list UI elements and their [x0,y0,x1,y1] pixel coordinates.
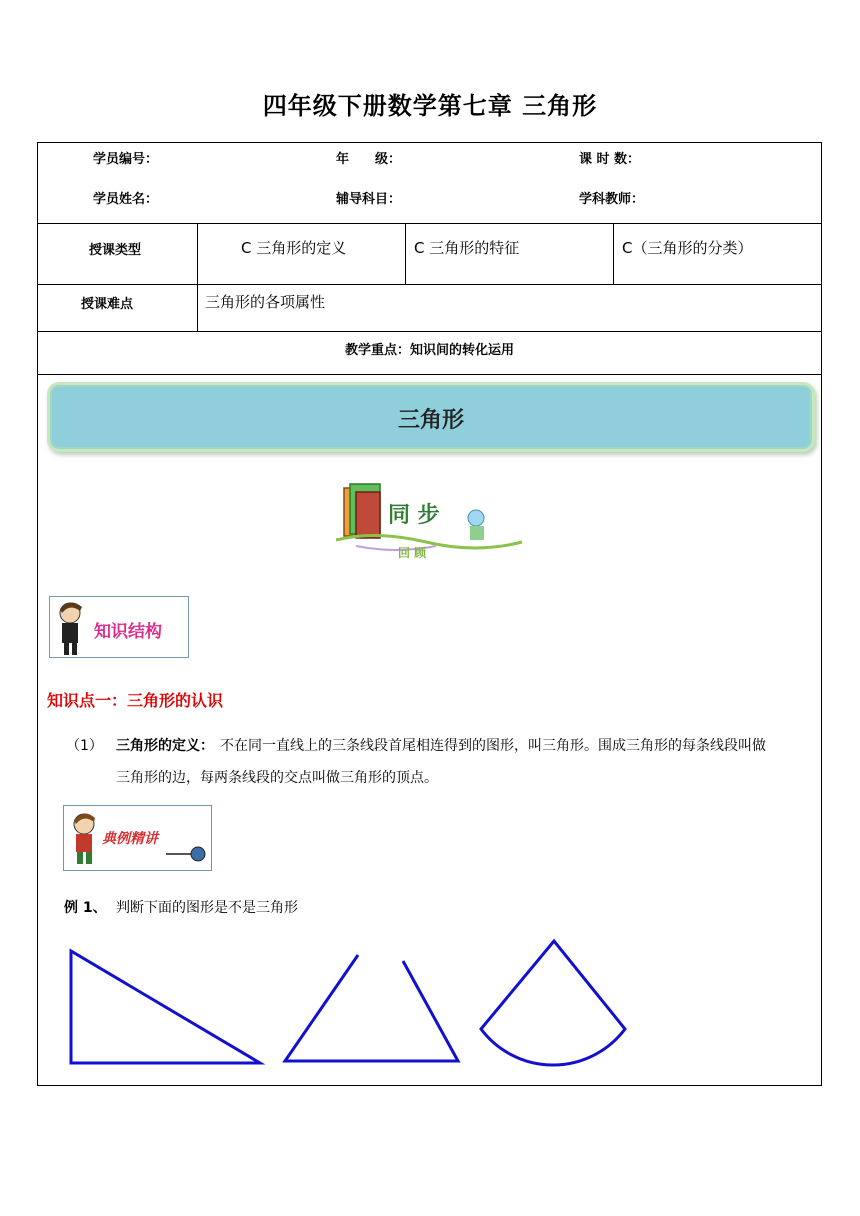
column-divider [405,223,406,284]
lens-icon [166,844,206,864]
section-banner [47,382,815,452]
difficulty-value: 三角形的各项属性 [205,293,326,311]
row-divider [38,284,821,285]
row-divider [38,223,821,224]
lesson-type-option-features: C 三角形的特征 [414,239,520,257]
example-badge [63,805,212,871]
key-point: 教学重点：知识间的转化运用 [344,343,514,358]
subject-label: 辅导科目： [336,192,402,207]
class-hours-label: 课 时 数： [579,152,641,167]
teacher-label: 学科教师： [579,192,645,207]
cartoon-student-icon [67,808,103,868]
knowledge-point-heading: 知识点一：三角形的认识 [47,691,224,710]
definition-number: （1） [66,738,103,754]
cartoon-boy-icon [52,597,92,657]
column-divider [197,223,198,331]
sync-logo-subtext: 回 顾 [398,546,427,560]
definition-line1: 不在同一直线上的三条线段首尾相连得到的图形，叫三角形。围成三角形的每条线段叫做 [220,738,766,754]
banner-title: 三角形 [397,408,464,433]
example-badge-label: 典例精讲 [102,831,158,847]
definition-term: 三角形的定义： [116,738,214,754]
lesson-type-option-classification: C（三角形的分类） [622,239,753,257]
lesson-type-option-definition: C 三角形的定义 [241,239,347,257]
student-name-label: 学员姓名： [93,192,159,207]
knowledge-structure-label: 知识结构 [94,622,162,642]
row-divider [38,331,821,332]
knowledge-structure-badge [49,596,189,658]
open-triangle-figure [285,955,458,1061]
example1-label: 例 1、 [64,900,107,916]
sync-logo-text: 同 步 [388,503,440,528]
lesson-type-label: 授课类型 [89,243,142,258]
column-divider [613,223,614,284]
shape-figures [60,930,660,1080]
sector-figure [481,941,625,1065]
grade-label: 年 级： [336,152,402,167]
sync-review-logo [336,480,526,564]
example1-text: 判断下面的图形是不是三角形 [116,900,298,916]
row-divider [38,374,821,375]
difficulty-label: 授课难点 [81,297,134,312]
right-triangle-figure [71,951,260,1063]
definition-line2: 三角形的边，每两条线段的交点叫做三角形的顶点。 [116,770,438,786]
page-title: 四年级下册数学第七章 三角形 [262,92,598,120]
student-id-label: 学员编号： [93,152,159,167]
